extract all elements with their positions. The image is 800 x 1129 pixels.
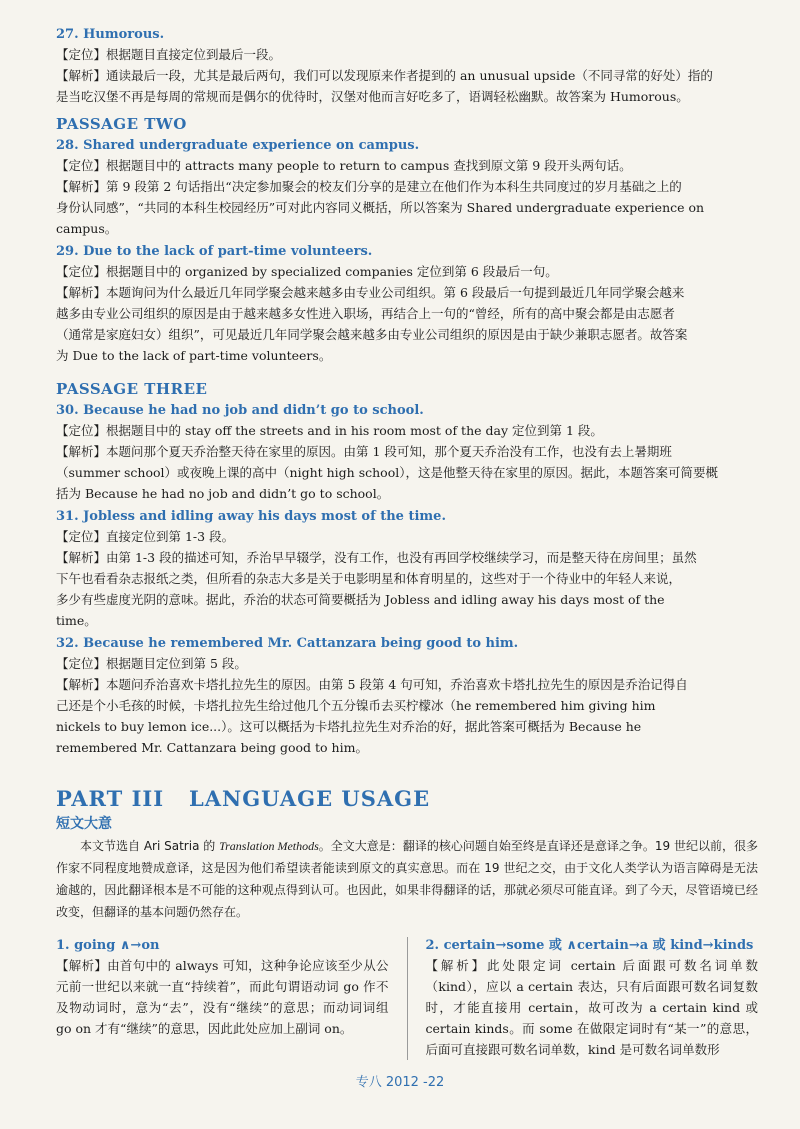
item-2-analysis: 【解析】此处限定词 certain 后面跟可数名词单数（kind），应以 a certain 表达，只有后面跟可数名词复数时，才能直接用 certain，故可改为 a certain kind 或 certain kinds。而 some 在做限定词时有“某一”的意思，后面可直接跟可数名词单数，kind 是可数名词单数形 bbox=[425, 958, 758, 1057]
question-30-analysis-2: （summer school）或夜晚上课的高中（night high school），这是他整天待在家里的原因。据此，本题答案可简要概 bbox=[56, 465, 718, 480]
question-27-analysis-2: 是当吃汉堡不再是每周的常规而是偶尔的优待时，汉堡对他而言好吃多了，语调轻松幽默。故答案为 Humorous。 bbox=[56, 89, 689, 104]
part-three-heading: PART III LANGUAGE USAGE bbox=[56, 786, 431, 811]
question-32-analysis-4: remembered Mr. Cattanzara being good to him。 bbox=[56, 740, 368, 755]
question-28-title: 28. Shared undergraduate experience on campus. bbox=[56, 138, 420, 153]
item-1-title: 1. going ∧→on bbox=[56, 938, 160, 953]
summary-prefix: 本文节选自 Ari Satria 的 bbox=[80, 839, 216, 853]
item-2-title: 2. certain→some 或 ∧certain→a 或 kind→kinds bbox=[425, 938, 754, 953]
summary-body: 。全文大意是：翻译的核心问题自始至终是直译还是意译之争。19 世纪以前，很多作家不同程度地赞成意译，这是因为他们希望读者能读到原文的真实意思。而在 19 世纪之交，由于文化人类学认为语言障碍是无法逾越的，因此翻译根本是不可能的这种观点得到认可。也因此，如果非得翻译的话，那就必须尽可能直译。到了今天，尽管语境已经改变，但翻译的基本问题仍然存在。 bbox=[56, 839, 759, 919]
question-31-locate: 【定位】直接定位到第 1-3 段。 bbox=[56, 529, 235, 544]
question-29-analysis-1: 【解析】本题询问为什么最近几年同学聚会越来越多由专业公司组织。第 6 段最后一句提到最近几年同学聚会越来 bbox=[56, 285, 685, 300]
question-27-analysis-1: 【解析】通读最后一段，尤其是最后两句，我们可以发现原来作者提到的 an unusual upside（不同寻常的好处）指的 bbox=[56, 68, 713, 83]
question-32-analysis-2: 己还是个小毛孩的时候，卡塔扎拉先生给过他几个五分镍币去买柠檬冰（he remembered him giving him bbox=[56, 698, 656, 713]
question-31-analysis-3: 多少有些虚度光阴的意味。据此，乔治的状态可简要概括为 Jobless and idling away his days most of the bbox=[56, 592, 665, 607]
question-32-title: 32. Because he remembered Mr. Cattanzara being good to him. bbox=[56, 636, 519, 651]
answer-column-left bbox=[56, 937, 408, 1060]
summary-subheading: 短文大意 bbox=[56, 816, 112, 832]
question-30-analysis-3: 括为 Because he had no job and didn’t go to school。 bbox=[56, 486, 390, 501]
question-31-title: 31. Jobless and idling away his days most of the time. bbox=[56, 509, 446, 524]
question-31-analysis-4: time。 bbox=[56, 613, 97, 628]
question-27-title: 27. Humorous. bbox=[56, 27, 165, 42]
question-27-locate: 【定位】根据题目直接定位到最后一段。 bbox=[56, 47, 282, 62]
question-28-analysis-2: 身份认同感”，“共同的本科生校园经历”可对此内容同义概括，所以答案为 Shared undergraduate experience on bbox=[56, 200, 705, 215]
answer-column-right bbox=[408, 937, 759, 1060]
page-footer: 专八 2012 -22 bbox=[355, 1075, 445, 1090]
two-column-answers bbox=[56, 937, 758, 1060]
question-29-analysis-2: 越多由专业公司组织的原因是由于越来越多女性进入职场，再结合上一句的“曾经，所有的高中聚会都是由志愿者 bbox=[56, 306, 675, 321]
item-1-analysis: 【解析】由首句中的 always 可知，这种争论应该至少从公元前一世纪以来就一直“持续着”，而此句谓语动词 go 作不及物动词时，意为“去”，没有“继续”的意思；而动词词组 go on 才有“继续”的意思，因此此处应加上副词 on。 bbox=[56, 958, 389, 1036]
question-29-analysis-3: （通常是家庭妇女）组织”，可见最近几年同学聚会越来越多由专业公司组织的原因是由于缺少兼职志愿者。故答案 bbox=[56, 327, 688, 342]
question-29-title: 29. Due to the lack of part-time volunteers. bbox=[56, 244, 373, 259]
summary-paragraph bbox=[56, 835, 758, 923]
question-32-analysis-1: 【解析】本题问乔治喜欢卡塔扎拉先生的原因。由第 5 段第 4 句可知，乔治喜欢卡塔扎拉先生的原因是乔治记得自 bbox=[56, 677, 688, 692]
question-32-analysis-3: nickels to buy lemon ice...）。这可以概括为卡塔扎拉先生对乔治的好，据此答案可概括为 Because he bbox=[56, 719, 642, 734]
summary-book-title: Translation Methods bbox=[219, 839, 319, 853]
question-29-analysis-4: 为 Due to the lack of part-time volunteers。 bbox=[56, 348, 332, 363]
question-28-analysis-1: 【解析】第 9 段第 2 句话指出“决定参加聚会的校友们分享的是建立在他们作为本科生共同度过的岁月基础之上的 bbox=[56, 179, 682, 194]
question-32-locate: 【定位】根据题目定位到第 5 段。 bbox=[56, 656, 247, 671]
question-28-locate: 【定位】根据题目中的 attracts many people to return to campus 查找到原文第 9 段开头两句话。 bbox=[56, 158, 632, 173]
passage-three-heading: PASSAGE THREE bbox=[56, 380, 208, 398]
question-30-title: 30. Because he had no job and didn’t go to school. bbox=[56, 403, 424, 418]
question-30-analysis-1: 【解析】本题问那个夏天乔治整天待在家里的原因。由第 1 段可知，那个夏天乔治没有工作，也没有去上暑期班 bbox=[56, 444, 672, 459]
question-30-locate: 【定位】根据题目中的 stay off the streets and in his room most of the day 定位到第 1 段。 bbox=[56, 423, 603, 438]
passage-two-heading: PASSAGE TWO bbox=[56, 115, 187, 133]
question-31-analysis-2: 下午也看看杂志报纸之类，但所看的杂志大多是关于电影明星和体育明星的，这些对于一个待业中的年轻人来说， bbox=[56, 571, 682, 586]
question-31-analysis-1: 【解析】由第 1-3 段的描述可知，乔治早早辍学，没有工作，也没有再回学校继续学习，而是整天待在房间里；虽然 bbox=[56, 550, 697, 565]
question-28-analysis-3: campus。 bbox=[56, 221, 118, 236]
question-29-locate: 【定位】根据题目中的 organized by specialized companies 定位到第 6 段最后一句。 bbox=[56, 264, 558, 279]
